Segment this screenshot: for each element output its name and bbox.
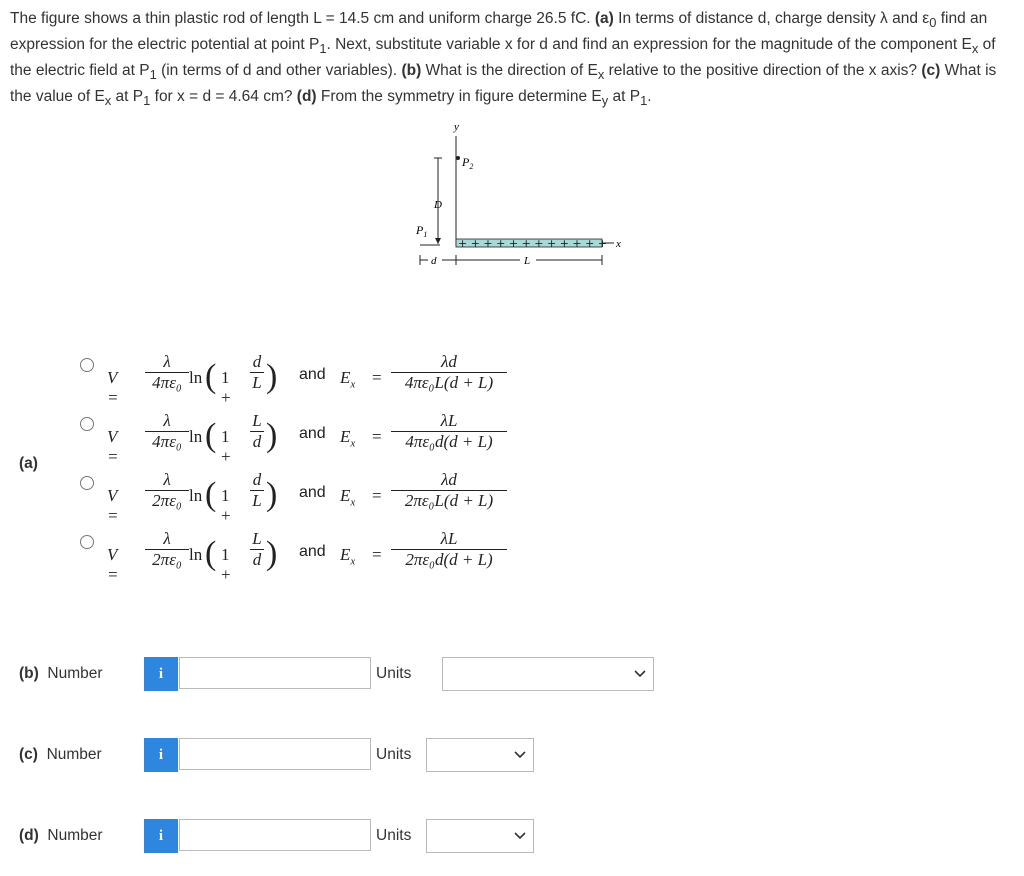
v-fraction: λ 2πε₀ xyxy=(145,529,189,570)
D-arrow xyxy=(435,238,441,244)
part-c-row xyxy=(19,738,539,772)
units-label: Units xyxy=(376,746,412,763)
part-c-units-select[interactable] xyxy=(426,738,534,772)
right-paren: ) xyxy=(266,358,278,395)
part-c-label: (c) Number xyxy=(19,746,102,763)
p1-label: $P_1$ xyxy=(416,223,428,239)
one-plus: 1 + xyxy=(221,486,231,525)
p2-point xyxy=(456,156,460,160)
left-paren: ( xyxy=(205,476,217,513)
radio-button[interactable] xyxy=(80,358,94,372)
ex-symbol: $E_x$ xyxy=(340,486,356,509)
part-b-units-select[interactable] xyxy=(442,657,654,691)
ex-symbol: $E_x$ xyxy=(340,545,356,568)
answer-option-3[interactable] xyxy=(80,470,520,526)
v-fraction: λ 4πε₀ xyxy=(145,352,189,393)
p2-label: $P_2$ xyxy=(462,155,474,171)
ex-symbol: $E_x$ xyxy=(340,368,356,391)
v-fraction: λ 4πε₀ xyxy=(145,411,189,452)
part-c-marker: (c) xyxy=(921,62,941,80)
one-plus: 1 + xyxy=(221,368,231,407)
D-label: D xyxy=(434,199,442,211)
and-text: and xyxy=(299,366,326,383)
ex-symbol: $E_x$ xyxy=(340,427,356,450)
equals: = xyxy=(372,545,382,564)
v-symbol: V = xyxy=(107,486,119,525)
chevron-down-icon xyxy=(633,664,647,684)
left-paren: ( xyxy=(205,358,217,395)
part-c-number-input[interactable] xyxy=(179,738,371,770)
units-label: Units xyxy=(376,827,412,844)
part-d-marker: (d) xyxy=(296,88,317,106)
left-paren: ( xyxy=(205,417,217,454)
rod-charges: + + + + + + + + + + + + xyxy=(458,237,608,250)
ex-fraction: λL 4πε₀d(d + L) xyxy=(391,411,507,452)
ex-fraction: λd 4πε₀L(d + L) xyxy=(391,352,507,393)
ex-fraction: λL 2πε₀d(d + L) xyxy=(391,529,507,570)
right-paren: ) xyxy=(266,417,278,454)
v-symbol: V = xyxy=(107,427,119,466)
rod-figure xyxy=(400,118,640,268)
part-d-units-select[interactable] xyxy=(426,819,534,853)
equals: = xyxy=(372,486,382,505)
equals: = xyxy=(372,427,382,446)
d-label: d xyxy=(431,255,437,267)
and-text: and xyxy=(299,543,326,560)
right-paren: ) xyxy=(266,476,278,513)
answer-option-4[interactable] xyxy=(80,529,520,585)
part-d-number-input[interactable] xyxy=(179,819,371,851)
part-b-label: (b) Number xyxy=(19,665,103,682)
ln-text: ln xyxy=(189,368,203,387)
arg-fraction: d L xyxy=(250,352,264,393)
ln-text: ln xyxy=(189,427,203,446)
v-symbol: V = xyxy=(107,545,119,584)
arg-fraction: L d xyxy=(250,411,264,452)
chevron-down-icon xyxy=(513,826,527,846)
v-symbol: V = xyxy=(107,368,119,407)
one-plus: 1 + xyxy=(221,427,231,466)
ln-text: ln xyxy=(189,486,203,505)
and-text: and xyxy=(299,425,326,442)
part-a-label: (a) xyxy=(19,455,38,472)
ex-fraction: λd 2πε₀L(d + L) xyxy=(391,470,507,511)
part-a-marker: (a) xyxy=(594,10,614,27)
y-axis-label: y xyxy=(454,121,459,133)
chevron-down-icon xyxy=(513,745,527,765)
radio-button[interactable] xyxy=(80,476,94,490)
question-text: The figure shows a thin plastic rod of length L = 14.5 cm and uniform charge 26.5 fC. (a) In terms of distance d, charge density λ and $\varepsilon_0$ find an expression for the electric potential at point $P_1$. Next, substitute variable x for d and find an expression for the magnitude of the component $E_x$ of the electric field at $P_1$ (in terms of d and other variables). (b) What is the direction of $E_x$ relative to the positive direction of the x axis? (c) What is the value of $E_x$ at $P_1$ for x = d = 4.64 cm? (d) From the symmetry in figure determine $E_y$ at $P_1$. xyxy=(10,10,997,109)
radio-button[interactable] xyxy=(80,417,94,431)
v-fraction: λ 2πε₀ xyxy=(145,470,189,511)
info-icon[interactable]: i xyxy=(144,819,178,853)
part-d-row xyxy=(19,819,539,853)
arg-fraction: L d xyxy=(250,529,264,570)
right-paren: ) xyxy=(266,535,278,572)
equals: = xyxy=(372,368,382,387)
and-text: and xyxy=(299,484,326,501)
info-icon[interactable]: i xyxy=(144,738,178,772)
units-label: Units xyxy=(376,665,412,682)
radio-button[interactable] xyxy=(80,535,94,549)
arg-fraction: d L xyxy=(250,470,264,511)
x-axis-label: x xyxy=(616,238,621,250)
left-paren: ( xyxy=(205,535,217,572)
part-b-marker: (b) xyxy=(401,62,422,80)
part-b-number-input[interactable] xyxy=(179,657,371,689)
answer-option-1[interactable] xyxy=(80,352,520,408)
part-d-label: (d) Number xyxy=(19,827,103,844)
one-plus: 1 + xyxy=(221,545,231,584)
part-b-row xyxy=(19,657,659,691)
ln-text: ln xyxy=(189,545,203,564)
answer-option-2[interactable] xyxy=(80,411,520,467)
L-label: L xyxy=(524,255,531,267)
info-icon[interactable]: i xyxy=(144,657,178,691)
